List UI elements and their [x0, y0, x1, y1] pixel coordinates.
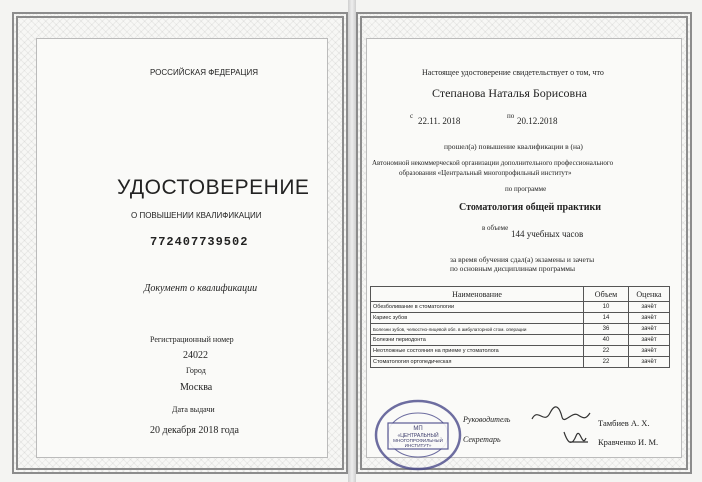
svg-text:МП: МП	[413, 426, 423, 432]
to-date: 20.12.2018	[517, 116, 558, 126]
discipline-name: Обезболивание в стоматологии	[371, 302, 584, 313]
discipline-hours: 22	[584, 346, 629, 357]
issue-date: 20 декабря 2018 года	[150, 425, 239, 436]
program-name: Стоматология общей практики	[459, 202, 602, 213]
to-label: по	[507, 112, 515, 120]
discipline-name: Болезни зубов, челюстно-лицевой обл. в амбулаторной стом. операции	[371, 324, 584, 335]
disciplines-table	[370, 286, 670, 368]
book-spine	[348, 0, 356, 482]
issue-date-label: Дата выдачи	[172, 405, 215, 414]
registration-number: 24022	[183, 350, 208, 361]
organization-line-2: образования «Центральный многопрофильный институт»	[399, 169, 572, 177]
discipline-hours: 40	[584, 335, 629, 346]
head-signature	[530, 405, 592, 427]
city-value: Москва	[180, 382, 213, 393]
discipline-name: Кариес зубов	[371, 313, 584, 324]
discipline-grade: зачёт	[629, 335, 670, 346]
registration-label: Регистрационный номер	[150, 335, 234, 344]
certificate-title: УДОСТОВЕРЕНИЕ	[117, 176, 310, 199]
exams-line-2: по основным дисциплинам программы	[450, 264, 576, 273]
certificate-subtitle: О ПОВЫШЕНИИ КВАЛИФИКАЦИИ	[131, 211, 262, 220]
discipline-hours: 10	[584, 302, 629, 313]
secretary-signature	[560, 428, 594, 452]
discipline-grade: зачёт	[629, 346, 670, 357]
table-row	[371, 346, 670, 357]
official-stamp	[372, 395, 464, 471]
secretary-label: Секретарь	[463, 435, 501, 444]
hours-value: 144 учебных часов	[511, 229, 584, 239]
discipline-grade: зачёт	[629, 357, 670, 368]
svg-text:ИНСТИТУТ»: ИНСТИТУТ»	[404, 443, 432, 448]
discipline-name: Неотложные состояния на приеме у стоматолога	[371, 346, 584, 357]
intro-text: Настоящее удостоверение свидетельствует о том, что	[422, 68, 604, 77]
head-name: Тамбиев А. Х.	[598, 418, 650, 428]
discipline-hours: 14	[584, 313, 629, 324]
from-label: с	[410, 112, 414, 120]
column-header-volume: Объем	[584, 287, 629, 302]
column-header-grade: Оценка	[629, 287, 670, 302]
country-label: РОССИЙСКАЯ ФЕДЕРАЦИЯ	[150, 68, 258, 77]
discipline-grade: зачёт	[629, 302, 670, 313]
city-label: Город	[186, 366, 206, 375]
table-row	[371, 313, 670, 324]
person-name: Степанова Наталья Борисовна	[432, 86, 587, 100]
discipline-hours: 36	[584, 324, 629, 335]
passed-text: прошел(а) повышение квалификации в (на)	[444, 142, 583, 151]
svg-text:«ЦЕНТРАЛЬНЫЙ: «ЦЕНТРАЛЬНЫЙ	[397, 433, 439, 439]
svg-text:МНОГОПРОФИЛЬНЫЙ: МНОГОПРОФИЛЬНЫЙ	[393, 438, 443, 443]
certificate-number: 772407739502	[150, 235, 249, 249]
document-type: Документ о квалификации	[144, 283, 258, 294]
table-row	[371, 302, 670, 313]
discipline-grade: зачёт	[629, 324, 670, 335]
organization-line-1: Автономной некоммерческой организации дополнительного профессионального	[372, 159, 614, 167]
discipline-name: Болезни периодонта	[371, 335, 584, 346]
head-label: Руководитель	[463, 415, 511, 424]
from-date: 22.11. 2018	[418, 116, 461, 126]
column-header-name: Наименование	[371, 287, 584, 302]
table-row	[371, 324, 670, 335]
discipline-name: Стоматология ортопедическая	[371, 357, 584, 368]
discipline-grade: зачёт	[629, 313, 670, 324]
discipline-hours: 22	[584, 357, 629, 368]
table-row	[371, 335, 670, 346]
volume-label: в объеме	[482, 224, 509, 232]
exams-line-1: за время обучения сдал(а) экзамены и зачеты	[450, 255, 595, 264]
program-label: по программе	[505, 185, 547, 193]
table-row	[371, 357, 670, 368]
secretary-name: Кравченко И. М.	[598, 437, 659, 447]
